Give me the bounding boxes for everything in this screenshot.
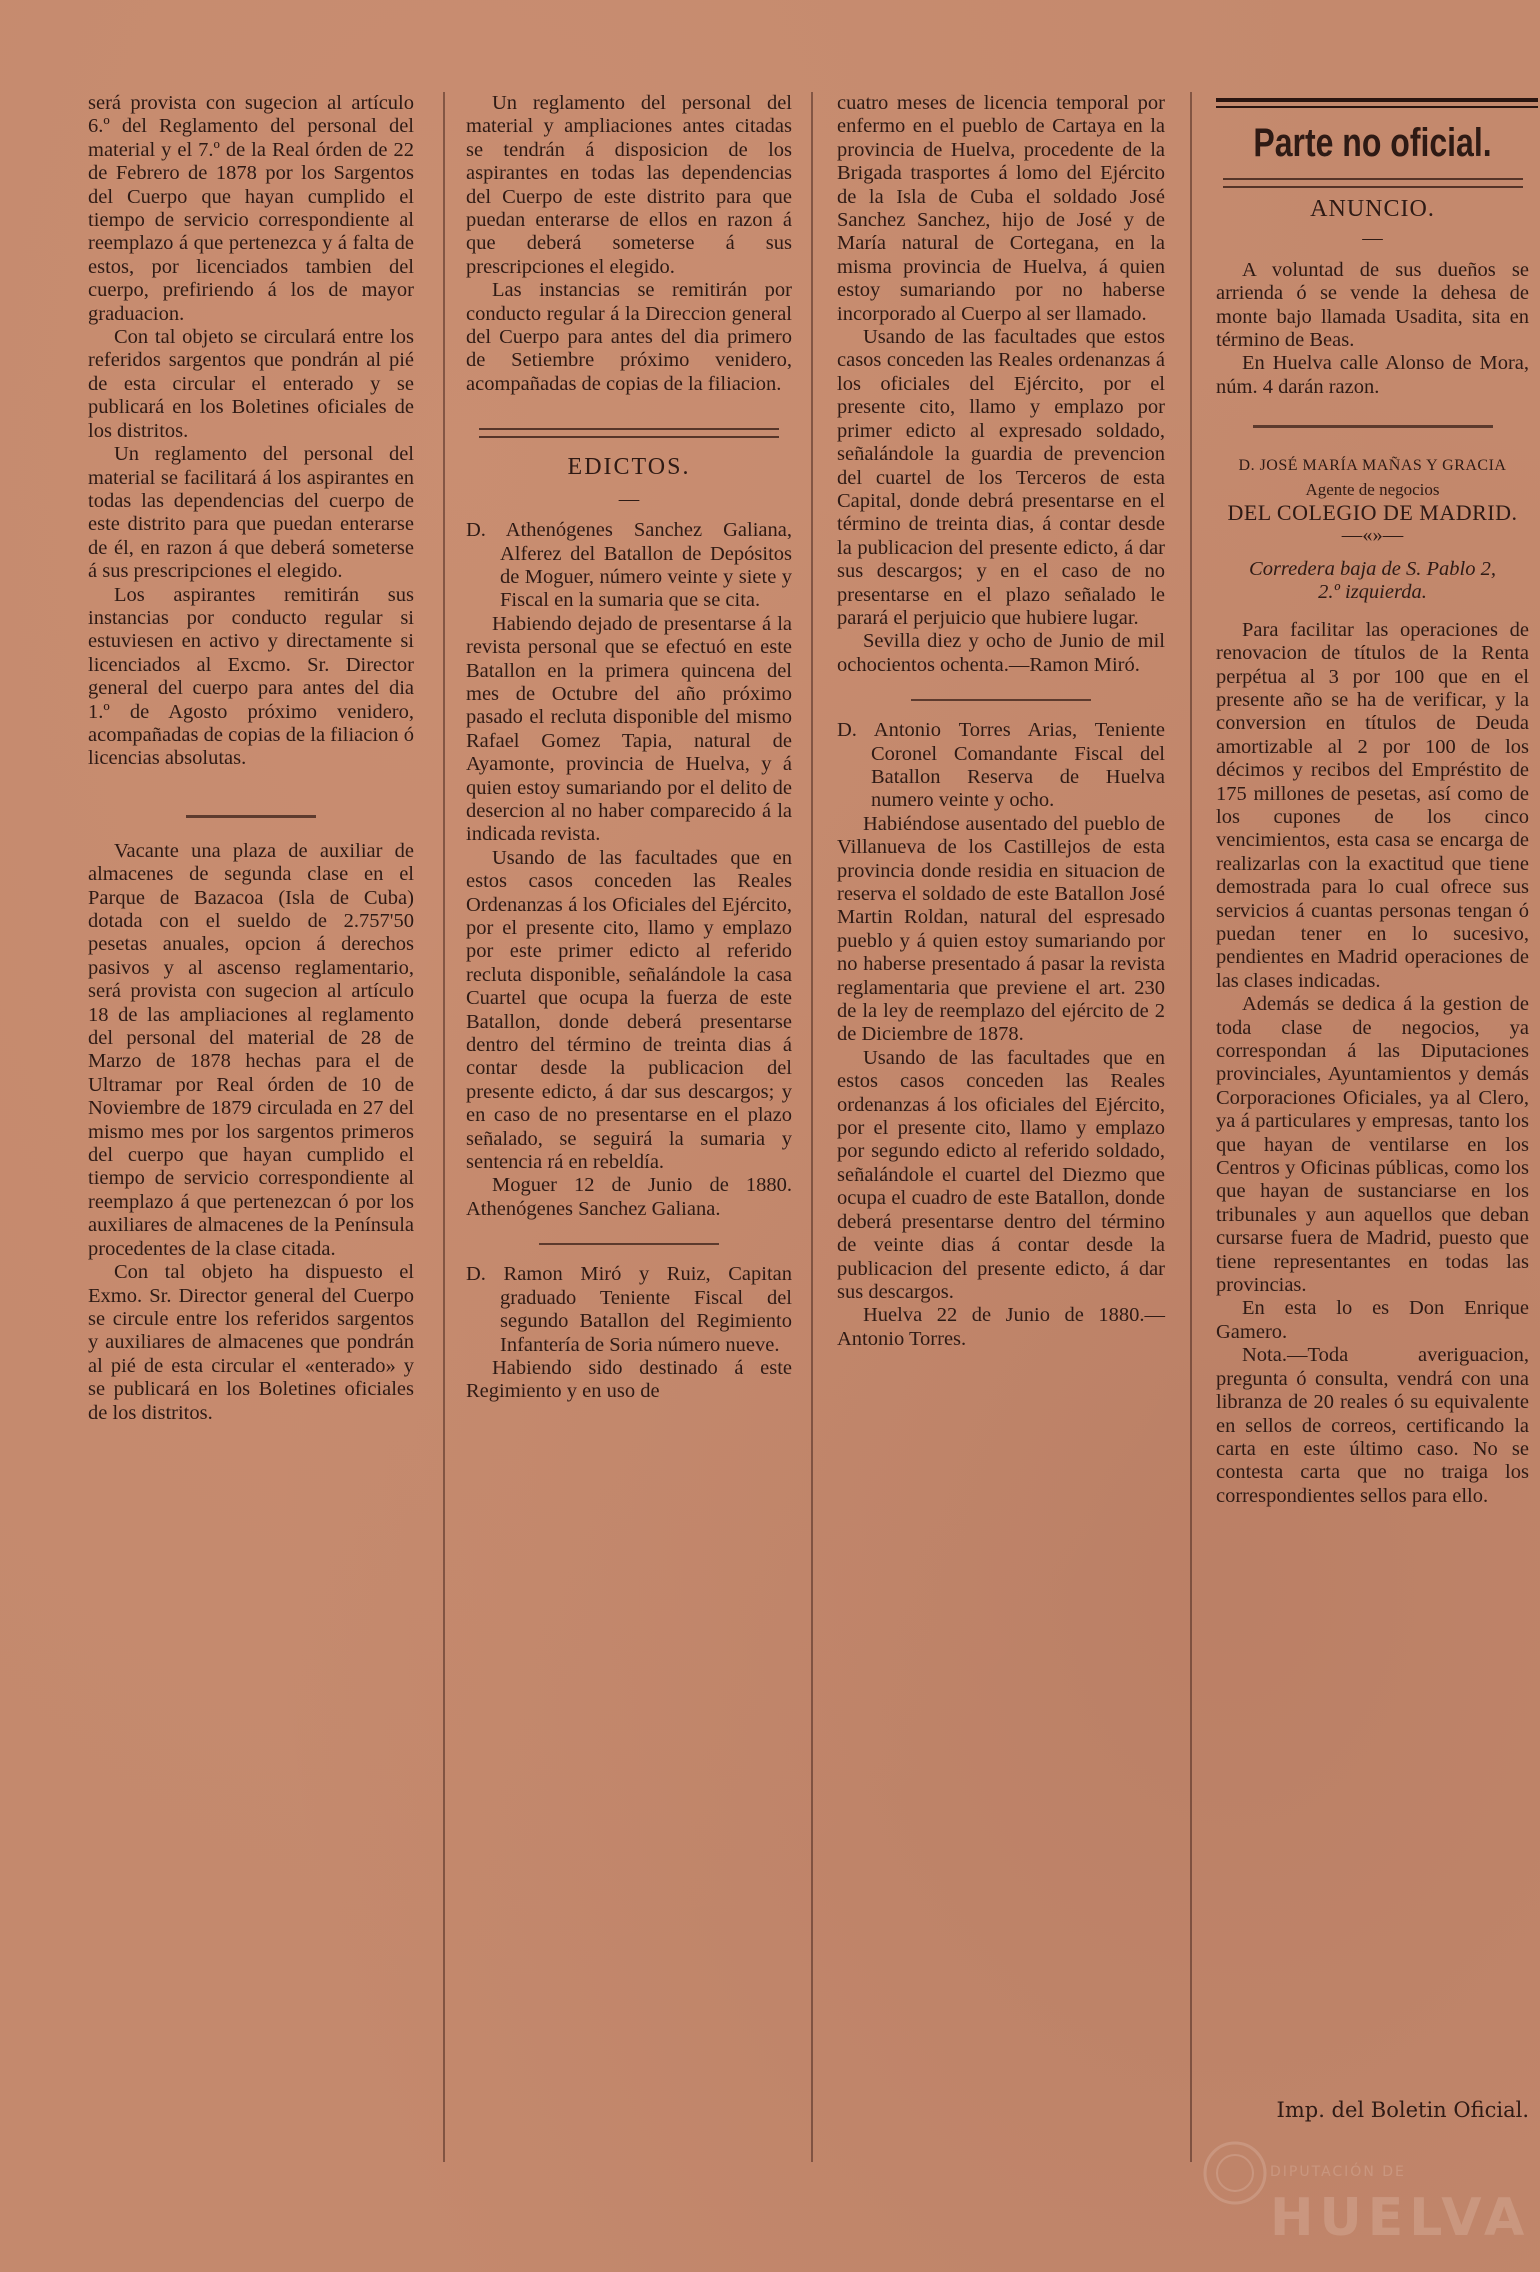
paragraph: Habiendo sido destinado á este Regimiento y en uso de bbox=[466, 1356, 792, 1403]
column-rule bbox=[443, 92, 445, 2162]
column-4 bbox=[1216, 112, 1529, 1508]
section-title: Parte no oficial. bbox=[1253, 121, 1492, 165]
paragraph: Habiendo dejado de presentarse á la revista personal que se efectuó en este Batallon en la primera quincena del mes de Octubre del año próximo pasado el recluta disponible del mismo Rafael Gomez Tapia, natural de Ayamonte, provincia de Huelva, y á quien estoy sumariando por el delito de desercion al no haber comparecido á la indicada revista. bbox=[466, 612, 792, 846]
section-heading: ANUNCIO. bbox=[1310, 196, 1435, 222]
printer-imprint: Imp. del Boletin Oficial. bbox=[1276, 2098, 1529, 2122]
title-rule bbox=[1216, 106, 1538, 108]
separator bbox=[1253, 425, 1493, 428]
watermark-subtext: DIPUTACIÓN DE bbox=[1270, 2164, 1406, 2180]
paragraph: Con tal objeto se circulará entre los referidos sargentos que pondrán al pié de esta circular el enterado y se publicará en los Boletines oficiales de los distritos. bbox=[88, 326, 414, 442]
signature: Huelva 22 de Junio de 1880.—Antonio Torres. bbox=[837, 1304, 1165, 1350]
address-line: Corredera baja de S. Pablo 2, bbox=[1249, 557, 1496, 580]
paragraph: cuatro meses de licencia temporal por enfermo en el pueblo de Cartaya en la provincia de Huelva, procedente de la Brigada trasportes á lomo del Ejército de la Isla de Cuba el soldado José Sanchez Sanchez, hijo de José y de María natural de Cortegana, en la misma provincia de Huelva, á quien estoy sumariando por no haberse incorporado al Cuerpo al ser llamado. bbox=[837, 92, 1165, 325]
archive-watermark bbox=[1250, 2128, 1540, 2248]
paragraph: Usando de las facultades que en estos casos conceden las Reales Ordenanzas á los Oficiales del Ejército, por el presente cito, llamo y emplazo por este primer edicto al referido recluta disponible, señalándole la casa Cuartel que ocupa la fuerza de este Batallon, donde deberá presentarse dentro del término de treinta dias á contar desde la publicacion del presente edicto, á dar sus descargos; y en caso de no presentarse en el plazo señalado, se seguirá la sumaria y sentencia rá en rebeldía. bbox=[466, 846, 792, 1174]
paragraph: será provista con sugecion al artículo 6.º del Reglamento del personal del material y el 7.º de la Real órden de 22 de Febrero de 1878 por los Sargentos del Cuerpo que hayan cumplido el tiempo de servicio correspondiente al reemplazo á que pertenezca y á falta de estos, por licenciados tambien del cuerpo, prefiriendo á los de mayor graduacion. bbox=[88, 92, 414, 325]
paragraph: Las instancias se remitirán por conducto regular á la Direccion general del Cuerpo para antes del dia primero de Setiembre próximo venidero, acompañadas de copias de la filiacion. bbox=[466, 279, 792, 395]
paragraph: Habiéndose ausentado del pueblo de Villanueva de los Castillejos de esta provincia donde residia en situacion de reserva el soldado de este Batallon José Martin Roldan, natural del espresado pueblo y á quien estoy sumariando por no haberse presentado á pasar la revista reglamentaria que previene el art. 230 de la ley de reemplazo del ejército de 2 de Diciembre de 1878. bbox=[837, 812, 1165, 1046]
paragraph: Para facilitar las operaciones de renovacion de títulos de la Renta perpétua al 3 por 100 que en el presente año se ha de verificar, y la conversion en títulos de Deuda amortizable al 2 por 100 de los décimos y recibos del Empréstito de 175 millones de pesetas, así como de los cupones de los cinco vencimientos, esta casa se encarga de realizarlas con la exactitud que tiene demostrada para lo cual ofrece sus servicios á cuantas personas tengan ó puedan tener en lo sucesivo, pendientes en Madrid operaciones de las clases indicadas. bbox=[1216, 618, 1529, 992]
agent-role: Agente de negocios bbox=[1305, 479, 1440, 499]
address-line: 2.º izquierda. bbox=[1318, 581, 1427, 604]
separator bbox=[539, 1243, 719, 1245]
section-heading: EDICTOS. bbox=[567, 454, 691, 481]
dash-ornament: — bbox=[618, 487, 640, 510]
paragraph: Con tal objeto ha dispuesto el Exmo. Sr. Director general del Cuerpo se circule entre los referidos sargentos y auxiliares de almacenes que pondrán al pié de esta circular el «enterado» y se publicará en los Boletines oficiales de los distritos. bbox=[88, 1261, 414, 1424]
column-1 bbox=[88, 92, 414, 1425]
edict-header: D. Ramon Miró y Ruiz, Capitan graduado Teniente Fiscal del segundo Batallon del Regimiento Infantería de Soria número nueve. bbox=[466, 1263, 792, 1356]
paragraph: Un reglamento del personal del material y ampliaciones antes citadas se tendrán á disposicion de los aspirantes en todas las dependencias del Cuerpo de este distrito para que puedan enterarse de ellos en razon á que deberá someterse á sus prescripciones el elegido. bbox=[466, 92, 792, 278]
paragraph: Usando de las facultades que en estos casos conceden las Reales ordenanzas á los oficiales del Ejército, por el presente cito, llamo y emplazo por segundo edicto al referido soldado, señalándole el cuartel del Diezmo que ocupa el cuadro de este Batallon, donde deberá presentarse dentro del término de veinte dias á contar desde la publicacion del presente edicto, á dar sus descargos. bbox=[837, 1046, 1165, 1303]
paragraph: En esta lo es Don Enrique Gamero. bbox=[1216, 1297, 1529, 1343]
separator bbox=[1223, 178, 1523, 188]
paragraph: Los aspirantes remitirán sus instancias por conducto regular si estuviesen en activo y directamente si licenciados al Excmo. Sr. Director general del cuerpo para antes del dia 1.º de Agosto próximo venidero, acompañadas de copias de la filiacion ó licencias absolutas. bbox=[88, 583, 414, 770]
agent-name: D. JOSÉ MARÍA MAÑAS Y GRACIA bbox=[1238, 457, 1507, 475]
dash-ornament: — bbox=[1362, 227, 1383, 250]
edict-header: D. Athenógenes Sanchez Galiana, Alferez del Batallon de Depósitos de Moguer, número veinte y siete y Fiscal en la sumaria que se cita. bbox=[466, 519, 792, 612]
paragraph: A voluntad de sus dueños se arrienda ó se vende la dehesa de monte bajo llamada Usadita, sita en término de Beas. bbox=[1216, 258, 1529, 352]
paragraph: En Huelva calle Alonso de Mora, núm. 4 darán razon. bbox=[1216, 352, 1529, 398]
separator bbox=[479, 428, 779, 438]
signature: Moguer 12 de Junio de 1880. Athenógenes Sanchez Galiana. bbox=[466, 1174, 792, 1220]
edict-header: D. Antonio Torres Arias, Teniente Coronel Comandante Fiscal del Batallon Reserva de Huelva numero veinte y ocho. bbox=[837, 719, 1165, 812]
column-rule bbox=[811, 92, 813, 2162]
paragraph: Nota.—Toda averiguacion, pregunta ó consulta, vendrá con una libranza de 20 reales ó su equivalente en sellos de correos, certificando la carta en este último caso. No se contesta carta que no traiga los correspondientes sellos para ello. bbox=[1216, 1344, 1529, 1507]
paragraph: Sevilla diez y ocho de Junio de mil ochocientos ochenta.—Ramon Miró. bbox=[837, 630, 1165, 676]
column-3 bbox=[837, 92, 1165, 1351]
separator bbox=[911, 699, 1091, 701]
paragraph: Usando de las facultades que estos casos conceden las Reales ordenanzas á los oficiales del Ejército, por el presente cito, llamo y emplazo por primer edicto al expresado soldado, señalándole la guardia de prevencion del cuartel de los Terceros de esta Capital, donde debrá presentarse en el término de treinta dias, á contar desde la publicacion del presente edicto, á dar sus descargos; y en el caso de no presentarse en el plazo señalado le parará el perjuicio que hubiere lugar. bbox=[837, 326, 1165, 629]
title-rule bbox=[1216, 98, 1538, 102]
paragraph: Un reglamento del personal del material se facilitará á los aspirantes en todas las dependencias del cuerpo de este distrito para que puedan enterarse de él, en razon á que deberá someterse á sus prescripciones el elegido. bbox=[88, 443, 414, 583]
watermark-text: HUELVA bbox=[1270, 2188, 1531, 2248]
ornament: —«»— bbox=[1341, 524, 1404, 547]
paragraph: Además se dedica á la gestion de toda clase de negocios, ya correspondan á las Diputaciones provinciales, Ayuntamientos y demás Corporaciones Oficiales, ya al Clero, ya á particulares y empresas, tanto los que hayan de ventilarse en los Centros y Oficinas públicas, como los que hayan de sustanciarse en los tribunales y aun aquellos que deban cursarse fuera de Madrid, puesto que tiene representantes en todas las provincias. bbox=[1216, 993, 1529, 1297]
agent-college: DEL COLEGIO DE MADRID. bbox=[1227, 500, 1518, 526]
seal-icon bbox=[1200, 2138, 1270, 2208]
column-2 bbox=[466, 92, 792, 1404]
separator bbox=[186, 815, 316, 818]
column-rule bbox=[1190, 92, 1192, 2162]
paragraph: Vacante una plaza de auxiliar de almacenes de segunda clase en el Parque de Bazacoa (Isla de Cuba) dotada con el sueldo de 2.757'50 pesetas anuales, opcion á derechos pasivos y al ascenso reglamentario, será provista con sugecion al artículo 18 de las ampliaciones al reglamento del personal del material de 28 de Marzo de 1878 hechas para el de Ultramar por Real órden de 10 de Noviembre de 1879 circulada en 27 del mismo mes por los sargentos primeros del cuerpo que hayan cumplido el tiempo de servicio correspondiente al reemplazo á que pertenezcan ó por los auxiliares de almacenes de la Península procedentes de la clase citada. bbox=[88, 839, 414, 1260]
